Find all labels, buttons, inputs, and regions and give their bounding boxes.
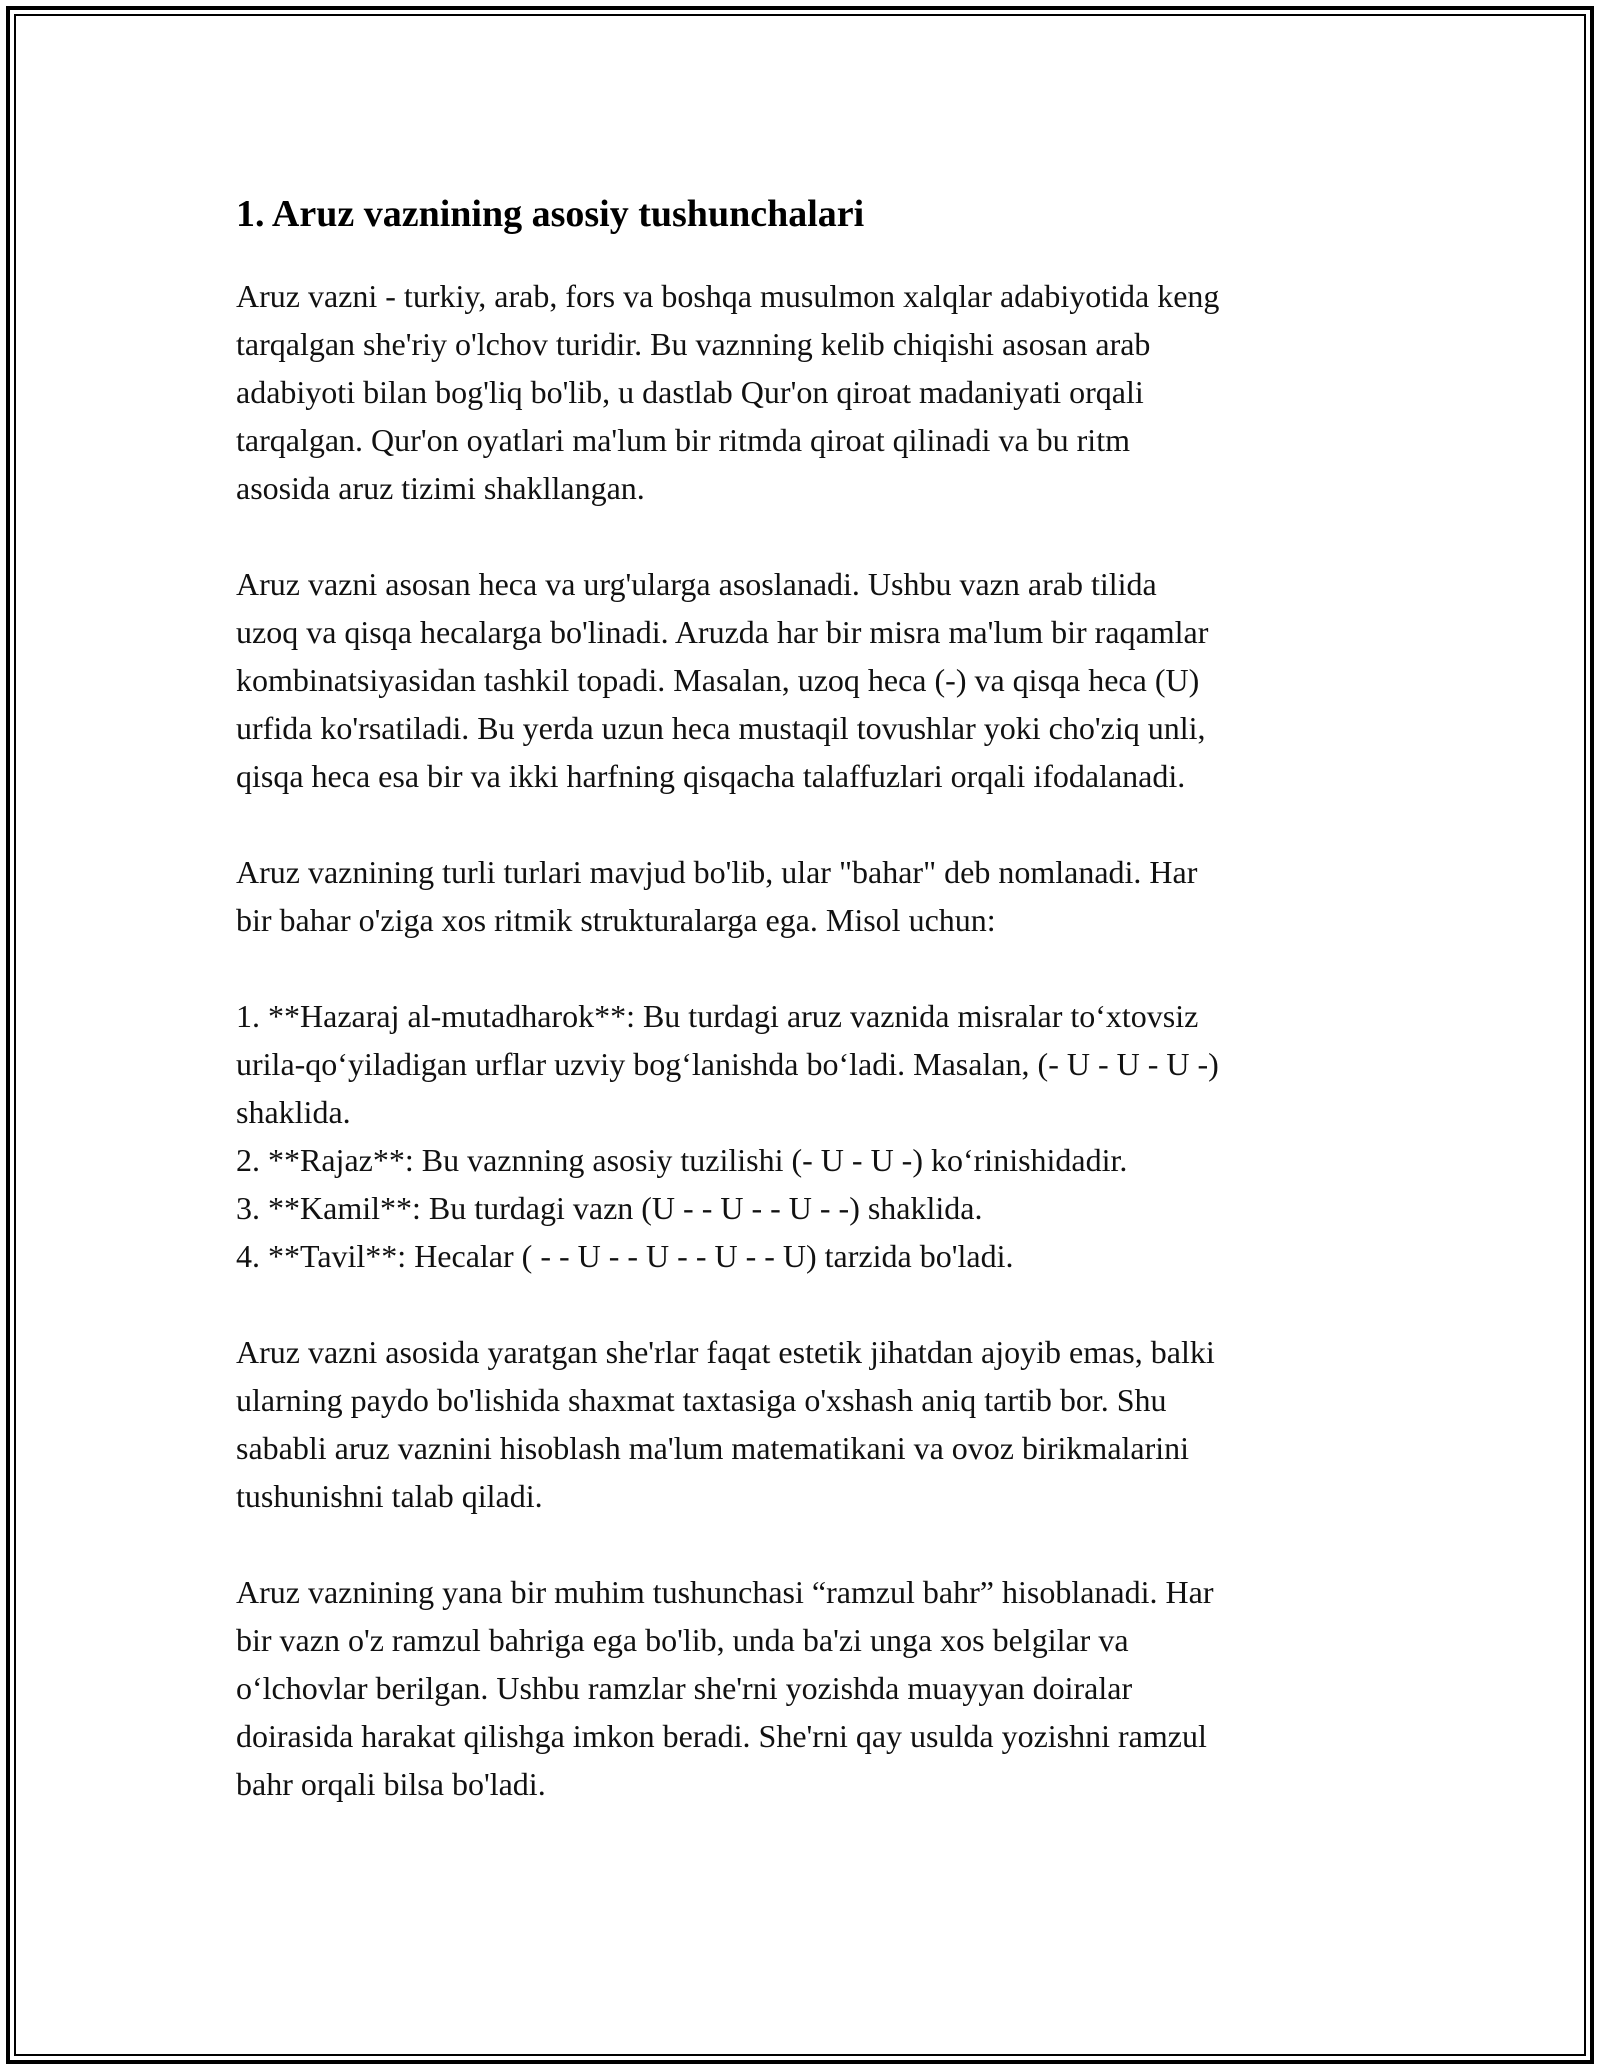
document-body: [236, 190, 1386, 1856]
paragraph-syllables: Aruz vazni asosan heca va urg'ularga asoslanadi. Ushbu vazn arab tilida uzoq va qisqa hecalarga bo'linadi. Aruzda har bir misra ma'lum bir raqamlar kombinatsiyasidan tashkil topadi. Masalan, uzoq heca (-) va qisqa heca (U) urfida ko'rsatiladi. Bu yerda uzun heca mustaqil tovushlar yoki cho'ziq unli, qisqa heca esa bir va ikki harfning qisqacha talaffuzlari orqali ifodalanadi.: [236, 566, 1209, 794]
bahar-list: 1. **Hazaraj al-mutadharok**: Bu turdagi aruz vaznida misralar to‘xtovsiz urila-qo‘yiladigan urflar uzviy bog‘lanishda bo‘ladi. Masalan, (- U - U - U -) shaklida. 2. **Rajaz**: Bu vaznning asosiy tuzilishi (- U - U -) ko‘rinishidadir. 3. **Kamil**: Bu turdagi vazn (U - - U - - U - -) shaklida. 4. **Tavil**: Hecalar ( - - U - - U - - U - - U) tarzida bo'ladi.: [236, 998, 1219, 1274]
paragraph-structure: Aruz vazni asosida yaratgan she'rlar faqat estetik jihatdan ajoyib emas, balki ularning paydo bo'lishida shaxmat taxtasiga o'xshash aniq tartib bor. Shu sababli aruz vaznini hisoblash ma'lum matematikani va ovoz birikmalarini tushunishni talab qiladi.: [236, 1334, 1215, 1514]
paragraph-intro: Aruz vazni - turkiy, arab, fors va boshqa musulmon xalqlar adabiyotida keng tarqalgan she'riy o'lchov turidir. Bu vaznning kelib chiqishi asosan arab adabiyoti bilan bog'liq bo'lib, u dastlab Qur'on qiroat madaniyati orqali tarqalgan. Qur'on oyatlari ma'lum bir ritmda qiroat qilinadi va bu ritm asosida aruz tizimi shakllangan.: [236, 278, 1220, 506]
paragraph-ramzul-bahr: Aruz vaznining yana bir muhim tushunchasi “ramzul bahr” hisoblanadi. Har bir vazn o'z ramzul bahriga ega bo'lib, unda ba'zi unga xos belgilar va o‘lchovlar berilgan. Ushbu ramzlar she'rni yozishda muayyan doiralar doirasida harakat qilishga imkon beradi. She'rni qay usulda yozishni ramzul bahr orqali bilsa bo'ladi.: [236, 1574, 1214, 1802]
section-heading: 1. Aruz vaznining asosiy tushunchalari: [236, 193, 865, 235]
paragraph-bahar: Aruz vaznining turli turlari mavjud bo'lib, ular "bahar" deb nomlanadi. Har bir bahar o'ziga xos ritmik strukturalarga ega. Misol uchun:: [236, 854, 1198, 938]
